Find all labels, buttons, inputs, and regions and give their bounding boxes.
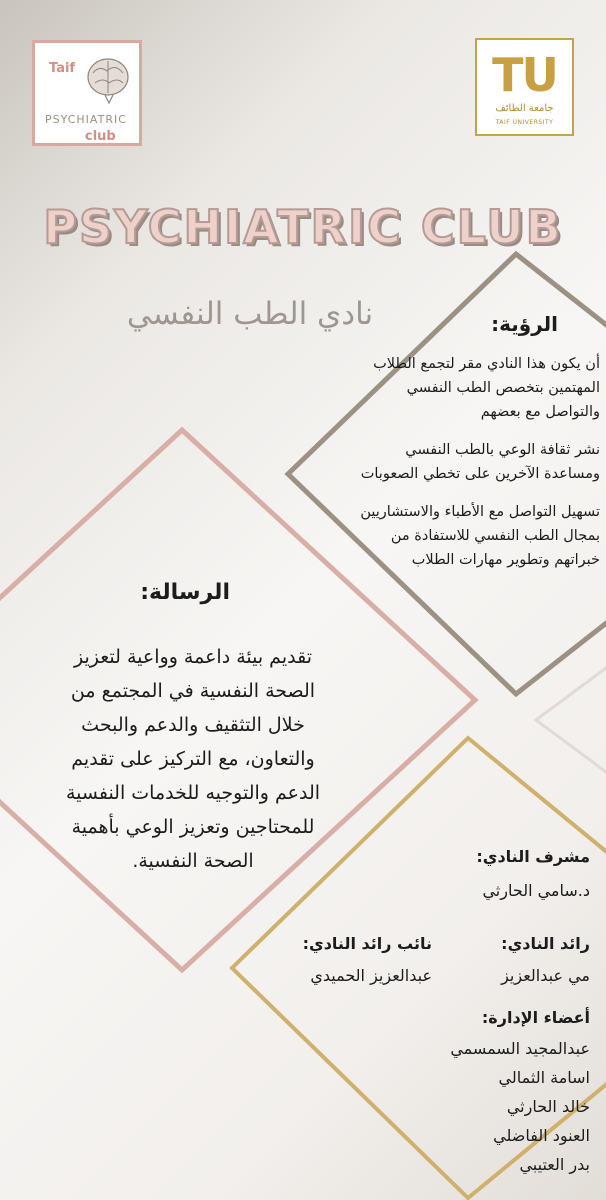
club-logo-line2: PSYCHIATRIC — [45, 113, 127, 126]
member-name: العنود الفاضلي — [493, 1126, 590, 1145]
university-logo-arabic: جامعة الطائف — [495, 103, 554, 114]
club-logo-line3: club — [85, 129, 116, 144]
club-logo-line1: Taif — [49, 61, 76, 76]
club-logo — [32, 40, 142, 146]
member-name: عبدالمجيد السمسمي — [450, 1039, 590, 1058]
vision-item: • نشر ثقافة الوعي بالطب النفسي ومساعدة الآخرين على تخطي الصعوبات — [360, 438, 600, 486]
member-name: بدر العتيبي — [519, 1155, 590, 1174]
vision-heading: الرؤية: — [491, 312, 558, 336]
club-title: PSYCHIATRIC CLUB — [43, 200, 563, 254]
members-list — [400, 1034, 590, 1179]
vice-leader-heading: نائب رائد النادي: — [302, 934, 432, 953]
leader-heading: رائد النادي: — [501, 934, 590, 953]
mission-text: تقديم بيئة داعمة وواعية لتعزيز الصحة النفسية في المجتمع من خلال التثقيف والدعم والبحث والتعاون، مع التركيز على تقديم الدعم والتوجيه للخدمات النفسية للمحتاجين وتعزيز الوعي بأهمية الصحة النفسية. — [65, 646, 321, 872]
club-title-arabic: نادي الطب النفسي — [126, 296, 374, 332]
university-logo — [475, 38, 574, 136]
member-name: اسامة الثمالي — [498, 1068, 590, 1087]
small-diamond-frame — [536, 668, 606, 772]
members-heading: أعضاء الإدارة: — [481, 1008, 590, 1027]
vision-item: • تسهيل التواصل مع الأطباء والاستشاريين بمجال الطب النفسي للاستفادة من خبراتهم وتطوير مهارات الطلاب — [360, 500, 600, 572]
supervisor-heading: مشرف النادي: — [476, 847, 590, 866]
university-logo-english: TAIF UNIVERSITY — [495, 119, 554, 126]
vice-leader-name: عبدالعزيز الحميدي — [310, 966, 432, 985]
university-logo-letters: TU — [492, 48, 557, 102]
mission-heading: الرسالة: — [140, 580, 230, 605]
vision-item: • أن يكون هذا النادي مقر لتجمع الطلاب المهتمين بتخصص الطب النفسي والتواصل مع بعضهم — [360, 352, 600, 424]
brain-icon — [85, 53, 131, 105]
vision-list — [360, 352, 606, 586]
supervisor-name: د.سامي الحارثي — [482, 881, 590, 900]
member-name: خالد الحارثي — [506, 1097, 590, 1116]
leader-name: مي عبدالعزيز — [501, 966, 590, 985]
